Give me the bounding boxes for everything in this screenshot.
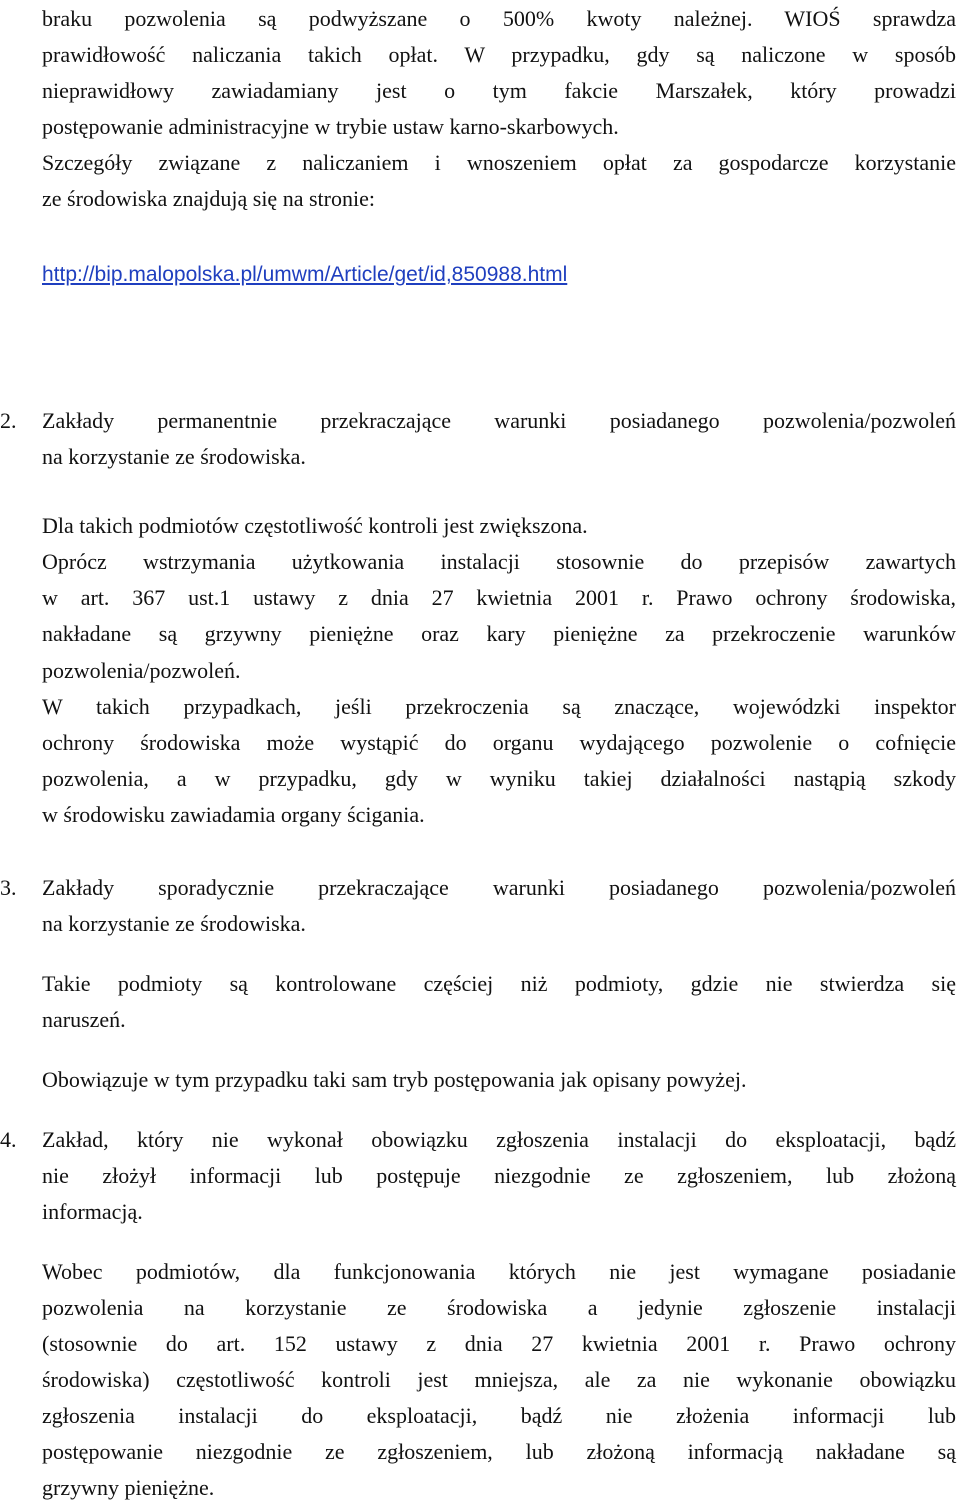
section-4-p1-line-2: pozwolenia na korzystanie ze środowiska a jedynie zgłoszenie instalacji — [42, 1295, 956, 1320]
section-2-p3-line-4: w środowisku zawiadamia organy ścigania. — [42, 802, 425, 827]
section-4-heading-line-1: Zakład, który nie wykonał obowiązku zgłoszenia instalacji do eksploatacji, bądź — [42, 1127, 956, 1152]
section-4-p1-line-6: postępowanie niezgodnie ze zgłoszeniem, lub złożoną informacją nakładane są — [42, 1439, 956, 1464]
fees-info-link[interactable]: http://bip.malopolska.pl/umwm/Article/get/id,850988.html — [42, 263, 568, 286]
section-4-p1-line-1: Wobec podmiotów, dla funkcjonowania których nie jest wymagane posiadanie — [42, 1259, 956, 1284]
section-2-p2-line-3: nakładane są grzywny pieniężne oraz kary pieniężne za przekroczenie warunków — [42, 621, 956, 646]
section-4-heading-line-3: informacją. — [42, 1199, 143, 1224]
section-3-p1-line-2: naruszeń. — [42, 1007, 126, 1032]
section-2-p3-line-2: ochrony środowiska może wystąpić do organu wydającego pozwolenie o cofnięcie — [42, 730, 956, 755]
section-4-p1-line-4: środowiska) częstotliwość kontroli jest mniejsza, ale za nie wykonanie obowiązku — [42, 1367, 956, 1392]
section-3-p1-line-1: Takie podmioty są kontrolowane częściej niż podmioty, gdzie nie stwierdza się — [42, 971, 956, 996]
section-4-p1-line-3: (stosownie do art. 152 ustawy z dnia 27 kwietnia 2001 r. Prawo ochrony — [42, 1331, 956, 1356]
section-2-p2-line-4: pozwolenia/pozwoleń. — [42, 658, 241, 683]
section-3-heading-line-1: Zakłady sporadycznie przekraczające warunki posiadanego pozwolenia/pozwoleń — [42, 875, 956, 900]
section-3-heading-line-2: na korzystanie ze środowiska. — [42, 911, 306, 936]
section-4-number: 4. — [0, 1127, 17, 1152]
intro-line-5: Szczegóły związane z naliczaniem i wnoszeniem opłat za gospodarcze korzystanie — [42, 150, 956, 175]
section-2-p3-line-1: W takich przypadkach, jeśli przekroczenia są znaczące, wojewódzki inspektor — [42, 694, 956, 719]
section-2-paragraph-1: Dla takich podmiotów częstotliwość kontroli jest zwiększona. — [42, 513, 588, 538]
section-2-heading-line-2: na korzystanie ze środowiska. — [42, 444, 306, 469]
fees-link-line — [42, 259, 567, 289]
section-4-p1-line-5: zgłoszenia instalacji do eksploatacji, bądź nie złożenia informacji lub — [42, 1403, 956, 1428]
section-2-heading-line-1: Zakłady permanentnie przekraczające warunki posiadanego pozwolenia/pozwoleń — [42, 408, 956, 433]
section-2-p2-line-1: Oprócz wstrzymania użytkowania instalacji stosownie do przepisów zawartych — [42, 549, 956, 574]
intro-line-3: nieprawidłowy zawiadamiany jest o tym fakcie Marszałek, który prowadzi — [42, 78, 956, 103]
intro-line-2: prawidłowość naliczania takich opłat. W przypadku, gdy są naliczone w sposób — [42, 42, 956, 67]
section-4-p1-line-7: grzywny pieniężne. — [42, 1475, 215, 1500]
intro-line-1: braku pozwolenia są podwyższane o 500% kwoty należnej. WIOŚ sprawdza — [42, 6, 956, 31]
section-2-p2-line-2: w art. 367 ust.1 ustawy z dnia 27 kwietnia 2001 r. Prawo ochrony środowiska, — [42, 585, 956, 610]
intro-line-6: ze środowiska znajdują się na stronie: — [42, 186, 375, 211]
section-3-number: 3. — [0, 875, 17, 900]
section-2-number: 2. — [0, 408, 17, 433]
intro-line-4: postępowanie administracyjne w trybie ustaw karno-skarbowych. — [42, 114, 619, 139]
section-3-paragraph-2: Obowiązuje w tym przypadku taki sam tryb postępowania jak opisany powyżej. — [42, 1067, 747, 1092]
section-2-p3-line-3: pozwolenia, a w przypadku, gdy w wyniku takiej działalności nastąpią szkody — [42, 766, 956, 791]
section-4-heading-line-2: nie złożył informacji lub postępuje niezgodnie ze zgłoszeniem, lub złożoną — [42, 1163, 956, 1188]
